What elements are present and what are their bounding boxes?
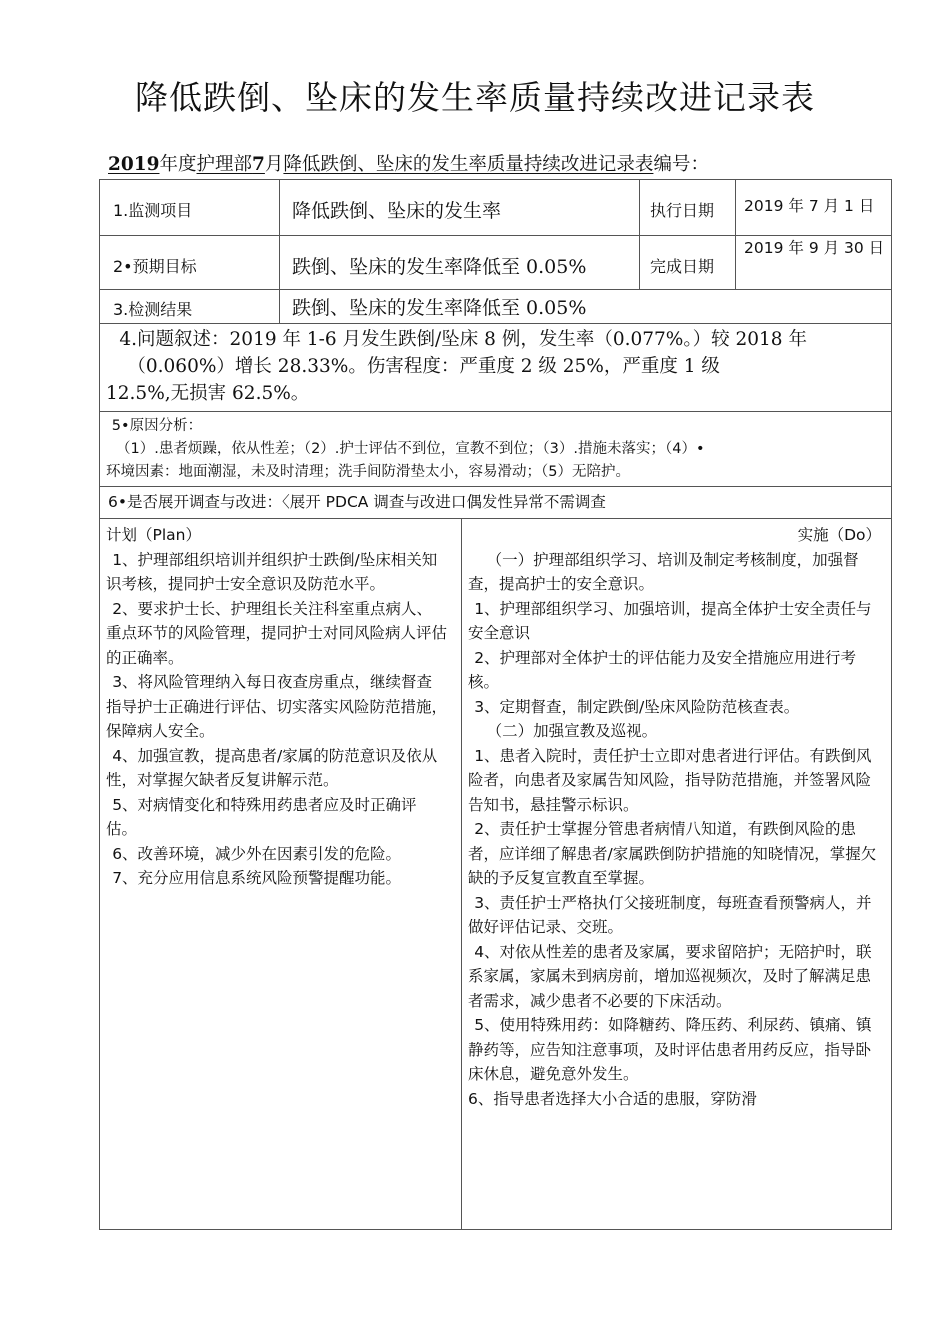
result-value: 跌倒、坠床的发生率降低至 0.05% bbox=[280, 290, 892, 324]
issue-line-2: （0.060%）增长 28.33%。伤害程度：严重度 2 级 25%，严重度 1 级 bbox=[127, 356, 720, 377]
subtitle-month: 7 bbox=[252, 154, 265, 175]
do-heading: 实施（Do） bbox=[797, 526, 882, 544]
plan-item: 3、将风险管理纳入每日夜查房重点，继续督查指导护士正确进行评估、切实落实风险防范措施，保障病人安全。 bbox=[106, 673, 448, 740]
plan-item: 7、充分应用信息系统风险预警提醒功能。 bbox=[112, 869, 402, 887]
monitor-label: 1.监测项目 bbox=[100, 180, 280, 236]
document-title: 降低跌倒、坠床的发生率质量持续改进记录表 bbox=[135, 78, 815, 117]
subtitle-year: 2019 bbox=[108, 154, 160, 175]
do-item: 6、指导患者选择大小合适的患服，穿防滑 bbox=[468, 1089, 757, 1108]
do-item: 2、责任护士掌握分管患者病情八知道，有跌倒风险的患者，应详细了解患者/家属跌倒防护措施的知晓情况，掌握欠缺的予反复宣教直至掌握。 bbox=[468, 820, 877, 887]
do-item: 4、对依从性差的患者及家属，要求留陪护；无陪护时，联系家属，家属未到病房前，增加巡视频次，及时了解满足患者需求，减少患者不必要的下床活动。 bbox=[468, 942, 872, 1010]
record-subtitle bbox=[108, 150, 709, 176]
plan-item: 6、改善环境，减少外在因素引发的危险。 bbox=[112, 844, 402, 863]
do-item: 1、患者入院时，责任护士立即对患者进行评估。有跌倒风险者，向患者及家属告知风险，指导防范措施，并签署风险告知书，悬挂警示标识。 bbox=[468, 746, 872, 814]
do-item: 2、护理部对全体护士的评估能力及安全措施应用进行考核。 bbox=[468, 648, 857, 691]
row-survey bbox=[100, 487, 892, 519]
row-issue bbox=[100, 324, 892, 412]
issue-line-3: 12.5%,无损害 62.5%。 bbox=[106, 383, 310, 404]
target-label: 2•预期目标 bbox=[100, 236, 280, 290]
plan-item: 2、要求护士长、护理组长关注科室重点病人、重点环节的风险管理，提同护士对同风险病人评估的正确率。 bbox=[106, 599, 448, 667]
plan-heading: 计划（Plan） bbox=[106, 526, 201, 544]
row-target bbox=[100, 236, 892, 290]
start-date-value: 2019 年 7 月 1 日 bbox=[736, 180, 892, 236]
plan-item: 1、护理部组织培训并组织护士跌倒/坠床相关知识考核，提同护士安全意识及防范水平。 bbox=[106, 550, 438, 593]
plan-column bbox=[100, 519, 462, 1230]
row-pdca bbox=[100, 519, 892, 1230]
cause-line-2: 环境因素：地面潮湿，未及时清理；洗手间防滑垫太小，容易滑动；（5）无陪护。 bbox=[106, 464, 630, 480]
subtitle-year-suffix: 年度 bbox=[159, 154, 197, 175]
plan-item: 4、加强宣教，提高患者/家属的防范意识及依从性，对掌握欠缺者反复讲解示范。 bbox=[106, 746, 438, 789]
start-date-label: 执行日期 bbox=[640, 180, 736, 236]
do-item: 1、护理部组织学习、加强培训，提高全体护士安全责任与安全意识 bbox=[468, 599, 872, 642]
record-table bbox=[99, 179, 892, 1230]
do-item: （一）护理部组织学习、培训及制定考核制度，加强督查，提高护士的安全意识。 bbox=[468, 550, 859, 593]
end-date-value: 2019 年 9 月 30 日 bbox=[736, 236, 892, 290]
subtitle-number-label: 编号： bbox=[653, 154, 709, 175]
do-item: 3、定期督查，制定跌倒/坠床风险防范核查表。 bbox=[474, 697, 800, 716]
row-monitor bbox=[100, 180, 892, 236]
do-item: 3、责任护士严格执仃父接班制度，每班查看预警病人，并做好评估记录、交班。 bbox=[468, 893, 872, 936]
subtitle-month-suffix: 月 bbox=[264, 154, 284, 175]
do-item: 5、使用特殊用药：如降糖药、降压药、利尿药、镇痛、镇静药等，应告知注意事项，及时评估患者用药反应，指导卧床休息，避免意外发生。 bbox=[468, 1016, 872, 1083]
subtitle-record-name: 降低跌倒、坠床的发生率质量持续改进记录表 bbox=[283, 154, 654, 175]
row-cause bbox=[100, 412, 892, 487]
issue-line-1: 4.问题叙述：2019 年 1-6 月发生跌倒/坠床 8 例，发生率（0.077%。）较 2018 年 bbox=[119, 329, 807, 350]
monitor-value: 降低跌倒、坠床的发生率 bbox=[280, 180, 640, 236]
cause-analysis bbox=[100, 412, 892, 487]
do-column bbox=[462, 519, 892, 1230]
cause-heading: 5•原因分析： bbox=[111, 418, 203, 434]
survey-question: 6•是否展开调查与改进：〈展开 PDCA 调查与改进口偶发性异常不需调查 bbox=[100, 487, 892, 519]
result-label: 3.检测结果 bbox=[100, 290, 280, 324]
cause-line-1: （1）.患者烦躁，依从性差；（2）.护士评估不到位，宣教不到位；（3）.措施未落实；（4）• bbox=[116, 441, 705, 457]
target-value: 跌倒、坠床的发生率降低至 0.05% bbox=[280, 236, 640, 290]
issue-description bbox=[100, 324, 892, 412]
plan-item: 5、对病情变化和特殊用药患者应及时正确评估。 bbox=[106, 795, 417, 838]
row-result bbox=[100, 290, 892, 324]
end-date-label: 完成日期 bbox=[640, 236, 736, 290]
do-item: （二）加强宣教及巡视。 bbox=[486, 722, 658, 740]
subtitle-department: 护理部 bbox=[196, 154, 253, 175]
